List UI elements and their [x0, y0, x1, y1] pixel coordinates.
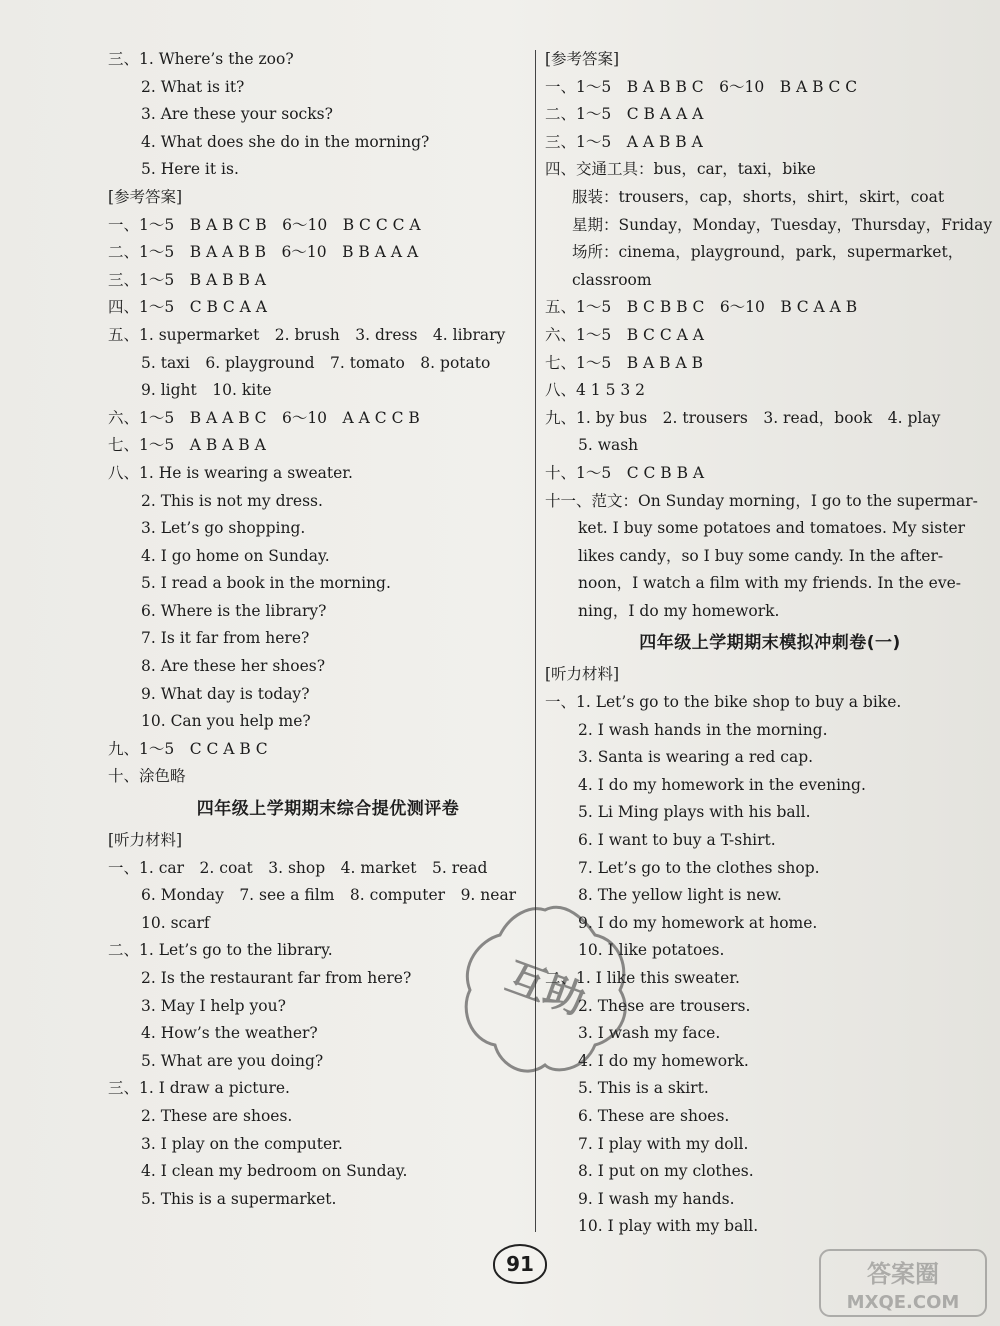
left-line: 二、1. Let’s go to the library. [108, 941, 333, 960]
right-line: 6. These are shoes. [578, 1106, 730, 1125]
left-line: 5. taxi 6. playground 7. tomato 8. potato [141, 353, 491, 372]
right-line: 3. Santa is wearing a red cap. [578, 748, 814, 767]
left-line: 6. Where is the library? [141, 601, 327, 620]
left-line: 二、1～5 B A A B B 6～10 B B A A A [108, 243, 419, 262]
right-line: 8. I put on my clothes. [578, 1162, 754, 1181]
left-line: 5. I read a book in the morning. [141, 574, 391, 593]
svg-text:答案圈: 答案圈 [867, 1260, 939, 1288]
right-line: 8. The yellow light is new. [578, 886, 782, 905]
left-line: 3. I play on the computer. [141, 1134, 343, 1153]
right-line: 场所：cinema，playground，park，supermarket， [572, 243, 964, 262]
watermark-logo [818, 1248, 988, 1318]
right-line: 七、1～5 B A B A B [545, 353, 703, 372]
right-line: classroom [572, 270, 652, 289]
left-line: 4. What does she do in the morning? [141, 132, 430, 151]
left-line: 6. Monday 7. see a film 8. computer 9. near [141, 886, 517, 905]
left-line: 4. I clean my bedroom on Sunday. [141, 1162, 408, 1181]
left-line: [参考答案] [108, 187, 183, 206]
right-line: 10. I play with my ball. [578, 1217, 759, 1236]
right-line: 五、1～5 B C B B C 6～10 B C A A B [545, 298, 858, 317]
right-line: noon，I watch a film with my friends. In the eve- [578, 574, 962, 593]
left-line: 4. How’s the weather? [141, 1024, 318, 1043]
right-line: 7. Let’s go to the clothes shop. [578, 858, 820, 877]
right-line: 5. wash [578, 436, 639, 455]
right-line: 十一、范文：On Sunday morning，I go to the supermar- [545, 491, 978, 510]
right-line: ning，I do my homework. [578, 601, 780, 620]
right-line: 2. These are trousers. [578, 996, 751, 1015]
left-line: 8. Are these her shoes? [141, 657, 326, 676]
left-line: 5. This is a supermarket. [141, 1189, 337, 1208]
left-line: 3. Are these your socks? [141, 105, 333, 124]
right-line: [参考答案] [545, 50, 620, 68]
right-line: 九、1. by bus 2. trousers 3. read，book 4. play [545, 408, 941, 427]
left-line: 六、1～5 B A A B C 6～10 A A C C B [108, 408, 420, 427]
left-line: 2. These are shoes. [141, 1106, 293, 1125]
right-line: 10. I like potatoes. [578, 941, 725, 960]
left-line: 五、1. supermarket 2. brush 3. dress 4. library [108, 325, 506, 344]
left-line: 4. I go home on Sunday. [141, 546, 330, 565]
right-line: 星期：Sunday，Monday，Tuesday，Thursday，Friday [572, 215, 993, 234]
right-line: 一、1～5 B A B B C 6～10 B A B C C [545, 77, 858, 96]
left-line: 3. Let’s go shopping. [141, 519, 306, 538]
left-line: 十、涂色略 [108, 767, 186, 786]
right-line: likes candy，so I buy some candy. In the after- [578, 546, 944, 565]
left-line: 一、1. car 2. coat 3. shop 4. market 5. read [108, 858, 488, 877]
left-line: 3. May I help you? [141, 996, 286, 1015]
left-line: 2. What is it? [141, 77, 245, 96]
left-line: 八、1. He is wearing a sweater. [108, 463, 353, 482]
stamp-seal [445, 890, 645, 1090]
right-line: 7. I play with my doll. [578, 1134, 749, 1153]
left-line: 5. What are you doing? [141, 1051, 324, 1070]
left-line: 10. scarf [141, 913, 210, 932]
left-line: 10. Can you help me? [141, 712, 311, 731]
right-line: 三、1～5 A A B B A [545, 132, 703, 151]
right-line: 4. I do my homework. [578, 1051, 749, 1070]
left-line: 三、1. I draw a picture. [108, 1079, 290, 1098]
right-line: 四、交通工具：bus，car，taxi，bike [545, 160, 816, 179]
left-line: 9. light 10. kite [141, 381, 272, 400]
right-line: 服装：trousers，cap，shorts，shirt，skirt，coat [572, 187, 945, 206]
right-line: 5. This is a skirt. [578, 1079, 709, 1098]
right-line: 十、1～5 C C B B A [545, 463, 705, 482]
right-line: 六、1～5 B C C A A [545, 325, 704, 344]
right-line: 一、1. Let’s go to the bike shop to buy a bike. [545, 693, 902, 712]
right-line: 4. I do my homework in the evening. [578, 775, 866, 794]
left-line: 四、1～5 C B C A A [108, 298, 267, 317]
right-line: 5. Li Ming plays with his ball. [578, 803, 811, 822]
right-line: ket. I buy some potatoes and tomatoes. My sister [578, 519, 966, 538]
left-line: [听力材料] [108, 831, 183, 850]
right-line: 八、4 1 5 3 2 [545, 381, 646, 400]
left-line: 九、1～5 C C A B C [108, 739, 268, 758]
right-line: [听力材料] [545, 665, 620, 684]
left-line: 一、1～5 B A B C B 6～10 B C C C A [108, 215, 421, 234]
left-line: 三、1. Where’s the zoo? [108, 50, 294, 68]
page-number-label: 91 [493, 1244, 547, 1284]
right-line: 2. I wash hands in the morning. [578, 720, 828, 739]
right-line: 二、1～5 C B A A A [545, 105, 704, 124]
right-line: 二、1. I like this sweater. [545, 969, 740, 987]
right-line: 9. I do my homework at home. [578, 913, 818, 932]
right-section-heading: 四年级上学期期末模拟冲刺卷(一) [639, 633, 901, 654]
right-line: 9. I wash my hands. [578, 1189, 735, 1208]
left-section-heading: 四年级上学期期末综合提优测评卷 [196, 799, 460, 820]
right-line: 6. I want to buy a T-shirt. [578, 831, 776, 850]
left-line: 三、1～5 B A B B A [108, 270, 266, 289]
svg-text:互助: 互助 [499, 953, 591, 1025]
page-number [488, 1242, 552, 1286]
left-line: 七、1～5 A B A B A [108, 436, 266, 455]
left-line: 2. This is not my dress. [141, 491, 323, 510]
left-line: 7. Is it far from here? [141, 629, 310, 648]
left-line: 9. What day is today? [141, 684, 310, 703]
right-line: 3. I wash my face. [578, 1024, 721, 1043]
svg-text:MXQE.COM: MXQE.COM [846, 1292, 960, 1313]
left-line: 2. Is the restaurant far from here? [141, 969, 412, 987]
left-line: 5. Here it is. [141, 160, 239, 179]
